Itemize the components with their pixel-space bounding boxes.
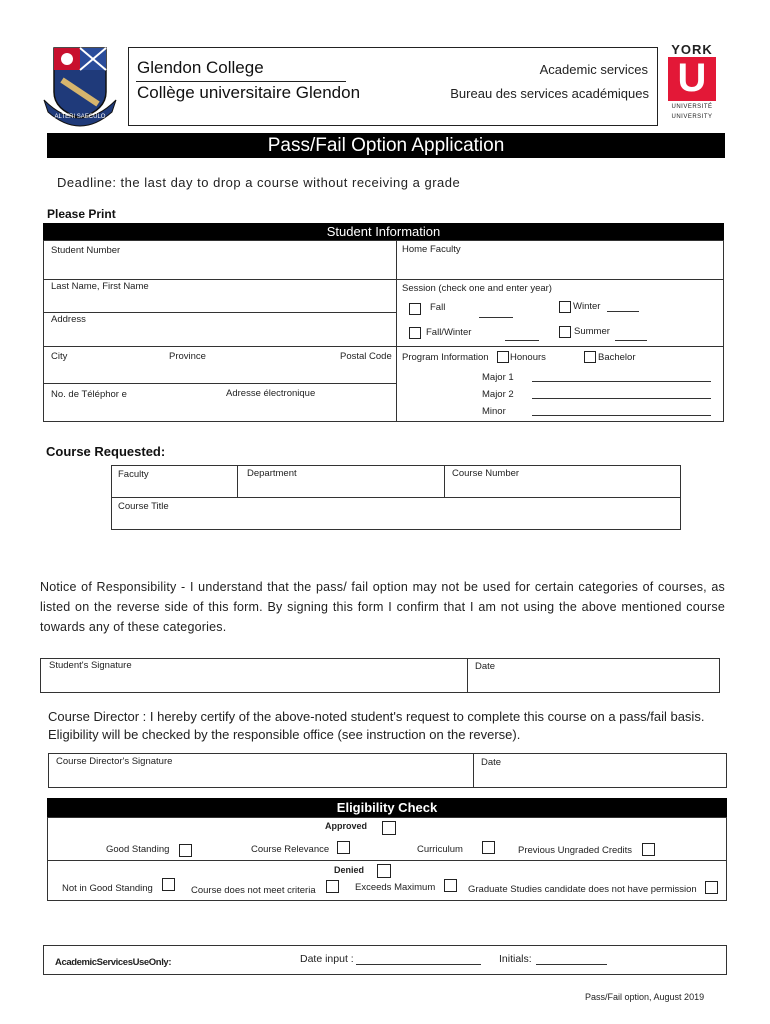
course-col-1 [237,465,238,497]
bachelor-checkbox[interactable] [584,351,596,363]
not-good-standing-label: Not in Good Standing [62,883,153,894]
initials-label: Initials: [499,953,532,965]
york-universite: UNIVERSITÉ [671,104,713,110]
major2-label: Major 2 [482,389,514,400]
course-number-field[interactable]: Course Number [452,468,520,479]
curriculum-label: Curriculum [417,844,463,855]
postal-code-field[interactable]: Postal Code [340,351,392,362]
major1-label: Major 1 [482,372,514,383]
york-logo [666,42,718,124]
student-signature-box [40,658,720,693]
director-date-field[interactable]: Date [481,757,502,768]
student-info-box [43,240,724,422]
not-good-standing-checkbox[interactable] [162,878,175,891]
course-relevance-checkbox[interactable] [337,841,350,854]
course-row-line [111,497,681,498]
eligibility-divider [47,860,727,861]
row-line-4 [43,383,396,384]
course-relevance-label: Course Relevance [251,844,330,855]
minor-line[interactable] [532,415,711,416]
grad-studies-checkbox[interactable] [705,881,718,894]
course-department-field[interactable]: Department [247,468,297,479]
bachelor-label: Bachelor [598,352,636,363]
last-first-name-field[interactable]: Last Name, First Name [51,281,149,292]
course-title-field[interactable]: Course Title [118,501,169,512]
fall-checkbox[interactable] [409,303,421,315]
winter-label: Winter [573,301,601,312]
row-line-3 [43,346,724,347]
course-director-statement: Course Director : I hereby certify of the above-noted student's request to complete this course on a pass/fail basis. Eligibility will be checked by the responsible office (see instruction on the reverse). [48,709,705,742]
student-number-field[interactable]: Student Number [51,245,121,256]
city-field[interactable]: City [51,351,68,362]
province-field[interactable]: Province [169,351,206,362]
student-signature-field[interactable]: Student's Signature [49,660,132,671]
row-line-2 [43,312,396,313]
date-input-line[interactable] [356,964,481,965]
grad-studies-label: Graduate Studies candidate does not have permission [468,884,697,895]
exceeds-maximum-checkbox[interactable] [444,879,457,892]
glendon-crest [40,44,120,130]
home-faculty-field[interactable]: Home Faculty [402,244,461,255]
eligibility-bar [47,798,727,817]
row-line-1 [43,279,724,280]
college-name-fr: Collège universitaire Glendon [137,83,361,102]
student-info-bar [43,223,724,240]
exceeds-maximum-label: Exceeds Maximum [355,882,436,893]
york-university: UNIVERSITY [671,114,713,120]
student-info-heading: Student Information [326,224,441,239]
course-requested-heading: Course Requested: [46,444,166,459]
summer-year-line[interactable] [615,340,647,341]
notice-of-responsibility: Notice of Responsibility - I understand that the pass/ fail option may not be used for certain categories of courses, as listed on the reverse side of this form. By signing this form I confirm that I am not using the above mentioned course towards any of these categories. [40,580,725,634]
honours-checkbox[interactable] [497,351,509,363]
fall-winter-year-line[interactable] [505,340,539,341]
summer-checkbox[interactable] [559,326,571,338]
director-signature-field[interactable]: Course Director's Signature [56,756,173,767]
student-info-col-divider [396,240,397,422]
york-u-letter: U [677,56,707,100]
academic-services-en: Academic services [539,62,648,77]
fall-label: Fall [430,302,446,313]
crest-motto: ALTERI SAECULO [54,114,106,120]
program-info-label: Program Information [402,352,489,363]
telephone-field[interactable]: No. de Téléphor e [51,389,127,400]
college-name-en: Glendon College [137,58,264,77]
fall-winter-checkbox[interactable] [409,327,421,339]
winter-year-line[interactable] [607,311,639,312]
york-wordmark: YORK [671,42,713,57]
office-use-label: AcademicServicesUseOnly: [55,957,172,968]
previous-ungraded-label: Previous Ungraded Credits [518,845,633,856]
approved-checkbox[interactable] [382,821,396,835]
initials-line[interactable] [536,964,607,965]
course-col-2 [444,465,445,497]
academic-services-fr: Bureau des services académiques [450,86,649,101]
fall-winter-label: Fall/Winter [426,327,472,338]
deadline-text: Deadline: the last day to drop a course without receiving a grade [57,175,461,190]
form-title-bar [47,133,725,158]
denied-checkbox[interactable] [377,864,391,878]
major1-line[interactable] [532,381,711,382]
approved-label: Approved [325,821,368,831]
denied-label: Denied [334,865,365,875]
course-faculty-field[interactable]: Faculty [118,469,149,480]
eligibility-heading: Eligibility Check [336,800,438,815]
form-title: Pass/Fail Option Application [267,135,505,156]
college-name-divider [136,81,346,82]
not-meet-criteria-checkbox[interactable] [326,880,339,893]
address-field[interactable]: Address [51,314,86,325]
date-input-label: Date input : [300,953,354,965]
session-label: Session (check one and enter year) [402,283,552,294]
fall-year-line[interactable] [479,317,513,318]
footer-version: Pass/Fail option, August 2019 [585,992,705,1002]
not-meet-criteria-label: Course does not meet criteria [191,885,316,896]
curriculum-checkbox[interactable] [482,841,495,854]
student-signature-divider [467,658,468,693]
winter-checkbox[interactable] [559,301,571,313]
good-standing-checkbox[interactable] [179,844,192,857]
please-print-label: Please Print [47,207,116,221]
minor-label: Minor [482,406,506,417]
student-date-field[interactable]: Date [475,661,496,672]
honours-label: Honours [510,352,546,363]
email-field[interactable]: Adresse électronique [226,388,316,399]
director-signature-divider [473,753,474,788]
major2-line[interactable] [532,398,711,399]
summer-label: Summer [574,326,610,337]
good-standing-label: Good Standing [106,844,170,855]
previous-ungraded-checkbox[interactable] [642,843,655,856]
